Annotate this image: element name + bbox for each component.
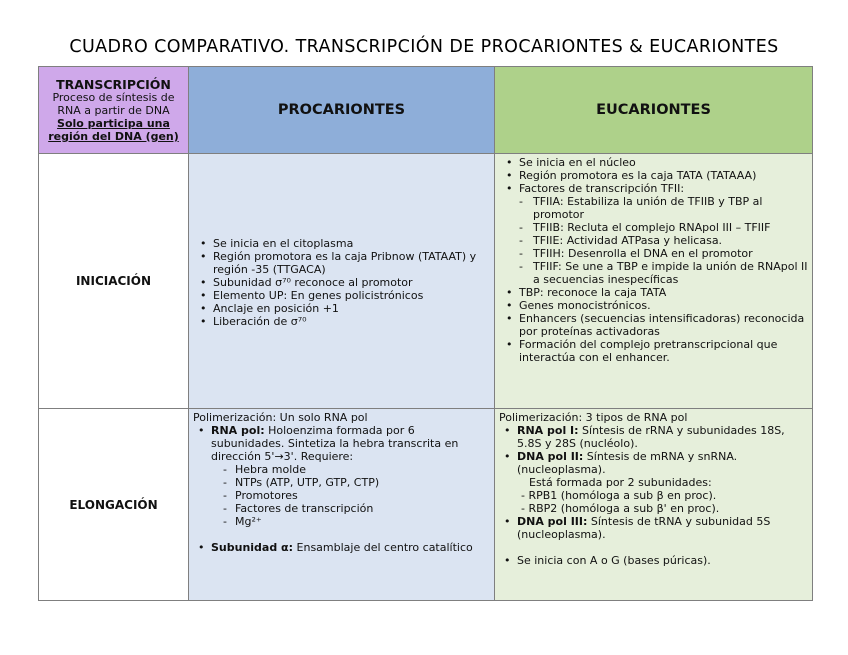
header-eukaryotes: EUCARIONTES (495, 67, 813, 154)
factor-item: - TFIIH: Desenrolla el DNA en el promotor (501, 247, 808, 260)
factor-item: - TFIIA: Estabiliza la unión de TFIIB y TBP al promotor (501, 195, 808, 221)
list-item: • Liberación de σ⁷⁰ (195, 315, 490, 328)
rna-pol-1-text: Síntesis de rRNA y subunidades 18S, 5.8S y 28S (nucléolo). (517, 424, 785, 450)
factor-item: - TFIIE: Actividad ATPasa y helicasa. (501, 234, 808, 247)
header-transcription-title: TRANSCRIPCIÓN (56, 76, 171, 92)
subunit-note: Está formada por 2 subunidades: (529, 476, 712, 489)
initiation-eukaryote-cell (495, 154, 813, 409)
list-item: • Se inicia en el núcleo (501, 156, 808, 169)
elongation-prokaryote-list (189, 409, 494, 554)
header-transcription (39, 67, 189, 154)
rna-pol-term: RNA pol: (211, 424, 265, 437)
elongation-intro: Polimerización: Un solo RNA pol (193, 411, 368, 424)
initiation-prokaryote-list (189, 235, 494, 328)
elongation-prokaryote-cell (189, 409, 495, 601)
page-title: CUADRO COMPARATIVO. TRANSCRIPCIÓN DE PROCARIONTES & EUCARIONTES (69, 37, 779, 57)
elongation-intro: Polimerización: 3 tipos de RNA pol (499, 411, 688, 424)
header-transcription-note: Solo participa una región del DNA (gen) (48, 116, 179, 143)
rna-pol-1-term: RNA pol I: (517, 424, 579, 437)
elongation-label: ELONGACIÓN (39, 409, 189, 601)
list-item: • Formación del complejo pretranscripcional que interactúa con el enhancer. (501, 338, 808, 364)
alpha-subunit-text: Ensamblaje del centro catalítico (293, 541, 473, 554)
list-item (499, 424, 808, 450)
list-item: • Región promotora es la caja TATA (TATAAA) (501, 169, 808, 182)
initiation-prokaryote-cell (189, 154, 495, 409)
factor-item: - TFIIF: Se une a TBP e impide la unión de RNApol II a secuencias inespecíficas (501, 260, 808, 286)
list-item (499, 450, 808, 476)
factor-item: - TFIIB: Recluta el complejo RNApol III – TFIIF (501, 221, 808, 234)
list-item: • TBP: reconoce la caja TATA (501, 286, 808, 299)
list-item: • Subunidad σ⁷⁰ reconoce al promotor (195, 276, 490, 289)
requirement-item: - NTPs (ATP, UTP, GTP, CTP) (193, 476, 490, 489)
list-item (499, 515, 808, 541)
list-item: • Anclaje en posición +1 (195, 302, 490, 315)
list-item (193, 541, 490, 554)
requirement-item: - Promotores (193, 489, 490, 502)
spacer (499, 541, 808, 554)
elongation-eukaryote-list (495, 409, 812, 567)
subunit-item: - RPB1 (homóloga a sub β en proc). (521, 489, 717, 502)
list-item: • Se inicia en el citoplasma (195, 237, 490, 250)
list-item: • Se inicia con A o G (bases púricas). (499, 554, 808, 567)
list-item: • Región promotora es la caja Pribnow (TATAAT) y región -35 (TTGACA) (195, 250, 490, 276)
initiation-row (39, 154, 813, 409)
list-item: • Elemento UP: En genes policistrónicos (195, 289, 490, 302)
subunit-item: - RBP2 (homóloga a sub β' en proc). (521, 502, 720, 515)
list-item (193, 424, 490, 463)
initiation-eukaryote-list (495, 154, 812, 364)
elongation-row (39, 409, 813, 601)
dna-pol-2-term: DNA pol II: (517, 450, 584, 463)
requirement-item: - Hebra molde (193, 463, 490, 476)
dna-pol-2-text: Síntesis de mRNA y snRNA. (nucleoplasma). (517, 450, 738, 476)
requirement-item: - Mg²⁺ (193, 515, 490, 528)
dna-pol-3-text: Síntesis de tRNA y subunidad 5S (nucleoplasma). (517, 515, 771, 541)
list-item: • Factores de transcripción TFII: (501, 182, 808, 195)
header-transcription-subtitle: Proceso de síntesis de RNA a partir de DNA (52, 90, 175, 117)
elongation-eukaryote-cell (495, 409, 813, 601)
comparison-table (38, 66, 813, 601)
initiation-label: INICIACIÓN (39, 154, 189, 409)
spacer (193, 528, 490, 541)
alpha-subunit-term: Subunidad α: (211, 541, 294, 554)
dna-pol-3-term: DNA pol III: (517, 515, 588, 528)
rna-pol-text: Holoenzima formada por 6 subunidades. Sintetiza la hebra transcrita en dirección 5'→3'. Requiere: (211, 424, 459, 463)
header-row (39, 67, 813, 154)
header-prokaryotes: PROCARIONTES (189, 67, 495, 154)
list-item: • Genes monocistrónicos. (501, 299, 808, 312)
list-item: • Enhancers (secuencias intensificadoras) reconocida por proteínas activadoras (501, 312, 808, 338)
requirement-item: - Factores de transcripción (193, 502, 490, 515)
